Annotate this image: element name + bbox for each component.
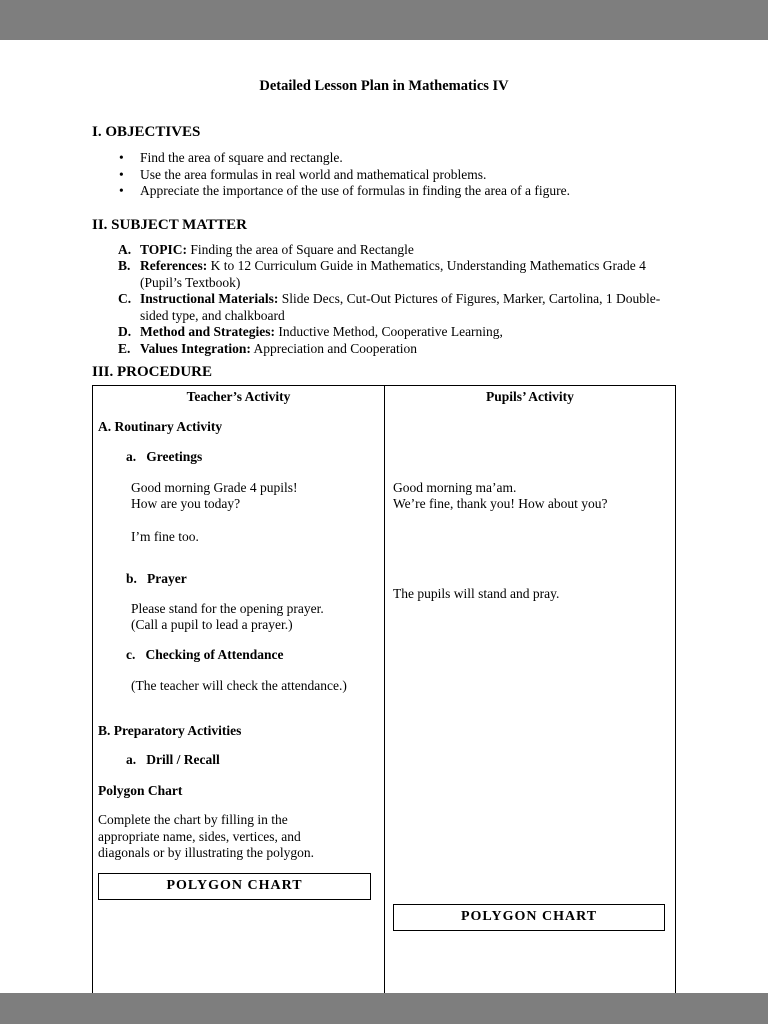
prayer-heading: b. Prayer xyxy=(126,571,187,586)
objective-item: • Appreciate the importance of the use of formulas in finding the area of a figure. xyxy=(92,183,676,200)
objectives-heading: I. OBJECTIVES xyxy=(92,124,201,140)
item-label: Method and Strategies: xyxy=(140,324,275,339)
objective-item: • Find the area of square and rectangle. xyxy=(92,150,676,167)
teacher-greeting-line-2: How are you today? xyxy=(131,496,241,511)
attendance-heading: c. Checking of Attendance xyxy=(126,647,284,662)
teacher-column-header: Teacher’s Activity xyxy=(186,389,291,404)
item-text: Finding the area of Square and Rectangle xyxy=(190,241,414,257)
item-letter: C. xyxy=(118,291,132,306)
drill-recall-heading: a. Drill / Recall xyxy=(126,752,220,767)
item-letter: E. xyxy=(118,340,131,356)
teacher-activity-column xyxy=(93,386,385,993)
procedure-heading: III. PROCEDURE xyxy=(92,364,213,380)
polygon-chart-heading: Polygon Chart xyxy=(98,783,183,798)
subject-matter-list xyxy=(92,242,676,358)
subject-matter-item xyxy=(92,341,676,358)
item-label: TOPIC: xyxy=(140,241,188,257)
pupils-column-header: Pupils’ Activity xyxy=(486,389,574,404)
item-text: K to 12 Curriculum Guide in Mathematics, Understanding Mathematics Grade 4 (Pupil’s Textbook) xyxy=(140,258,646,290)
subject-matter-item xyxy=(92,291,676,324)
prayer-line-1: Please stand for the opening prayer. xyxy=(131,601,324,616)
teacher-polygon-chart-box: POLYGON CHART xyxy=(98,873,371,900)
subject-matter-heading: II. SUBJECT MATTER xyxy=(92,216,247,233)
section-b-heading: B. Preparatory Activities xyxy=(98,723,242,738)
item-label: Instructional Materials: xyxy=(140,291,279,306)
item-letter: D. xyxy=(118,324,132,339)
item-letter: B. xyxy=(118,258,131,273)
document-page xyxy=(0,40,768,993)
objectives-list xyxy=(92,150,676,200)
item-text: Inductive Method, Cooperative Learning, xyxy=(278,324,503,339)
pupils-prayer-response: The pupils will stand and pray. xyxy=(393,586,560,601)
attendance-note: (The teacher will check the attendance.) xyxy=(131,678,347,693)
section-a-heading: A. Routinary Activity xyxy=(98,419,223,434)
teacher-fine-too-line: I’m fine too. xyxy=(131,529,199,544)
item-text: Slide Decs, Cut-Out Pictures of Figures, Marker, Cartolina, 1 Double-sided type, and chalkboard xyxy=(140,291,661,323)
subject-matter-item xyxy=(92,324,676,341)
objective-item: • Use the area formulas in real world and mathematical problems. xyxy=(92,167,676,184)
pupils-activity-column xyxy=(385,386,675,993)
item-text: Appreciation and Cooperation xyxy=(253,340,417,356)
page-title: Detailed Lesson Plan in Mathematics IV xyxy=(259,78,509,94)
pupils-greeting-line-1: Good morning ma’am. xyxy=(393,480,517,495)
polygon-instructions: Complete the chart by filling in the appropriate name, sides, vertices, and diagonals or by illustrating the polygon. xyxy=(98,812,314,860)
pupils-polygon-chart-box: POLYGON CHART xyxy=(393,904,665,931)
prayer-line-2: (Call a pupil to lead a prayer.) xyxy=(131,617,293,632)
greetings-heading: a. Greetings xyxy=(126,449,203,464)
item-label: References: xyxy=(140,258,208,273)
pupils-greeting-line-2: We’re fine, thank you! How about you? xyxy=(393,496,608,511)
item-letter: A. xyxy=(118,241,132,257)
subject-matter-item xyxy=(92,258,676,291)
item-label: Values Integration: xyxy=(140,340,251,356)
teacher-greeting-line-1: Good morning Grade 4 pupils! xyxy=(131,480,298,495)
procedure-table xyxy=(92,385,676,993)
subject-matter-item xyxy=(92,242,676,259)
